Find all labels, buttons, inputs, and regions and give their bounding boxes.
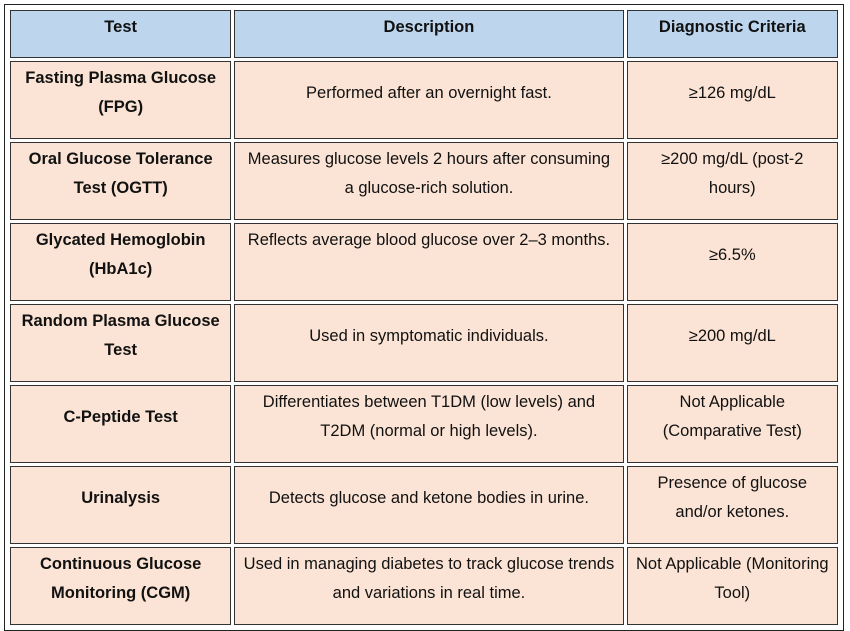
cell-criteria: Presence of glucose and/or ketones. [627,466,838,544]
table-row [10,466,838,544]
cell-criteria: Not Applicable (Monitoring Tool) [627,547,838,625]
cell-description: Performed after an overnight fast. [234,61,623,139]
cell-criteria: Not Applicable (Comparative Test) [627,385,838,463]
cell-description: Used in symptomatic individuals. [234,304,623,382]
cell-test: Oral Glucose Tolerance Test (OGTT) [10,142,231,220]
cell-test: Fasting Plasma Glucose (FPG) [10,61,231,139]
header-criteria: Diagnostic Criteria [627,10,838,58]
cell-description: Used in managing diabetes to track glucose trends and variations in real time. [234,547,623,625]
header-row [10,10,838,58]
cell-criteria: ≥6.5% [627,223,838,301]
cell-description: Detects glucose and ketone bodies in urine. [234,466,623,544]
cell-test: Continuous Glucose Monitoring (CGM) [10,547,231,625]
table-row [10,304,838,382]
cell-test: Random Plasma Glucose Test [10,304,231,382]
cell-test: Urinalysis [10,466,231,544]
table-row [10,385,838,463]
header-description: Description [234,10,623,58]
cell-criteria: ≥126 mg/dL [627,61,838,139]
cell-description: Reflects average blood glucose over 2–3 months. [234,223,623,301]
table-row [10,61,838,139]
cell-criteria: ≥200 mg/dL [627,304,838,382]
cell-test: Glycated Hemoglobin (HbA1c) [10,223,231,301]
table-row [10,223,838,301]
cell-criteria: ≥200 mg/dL (post-2 hours) [627,142,838,220]
cell-test: C-Peptide Test [10,385,231,463]
cell-description: Measures glucose levels 2 hours after consuming a glucose-rich solution. [234,142,623,220]
header-test: Test [10,10,231,58]
table-row [10,547,838,625]
table-row [10,142,838,220]
diagnostic-tests-table [4,4,844,631]
cell-description: Differentiates between T1DM (low levels) and T2DM (normal or high levels). [234,385,623,463]
